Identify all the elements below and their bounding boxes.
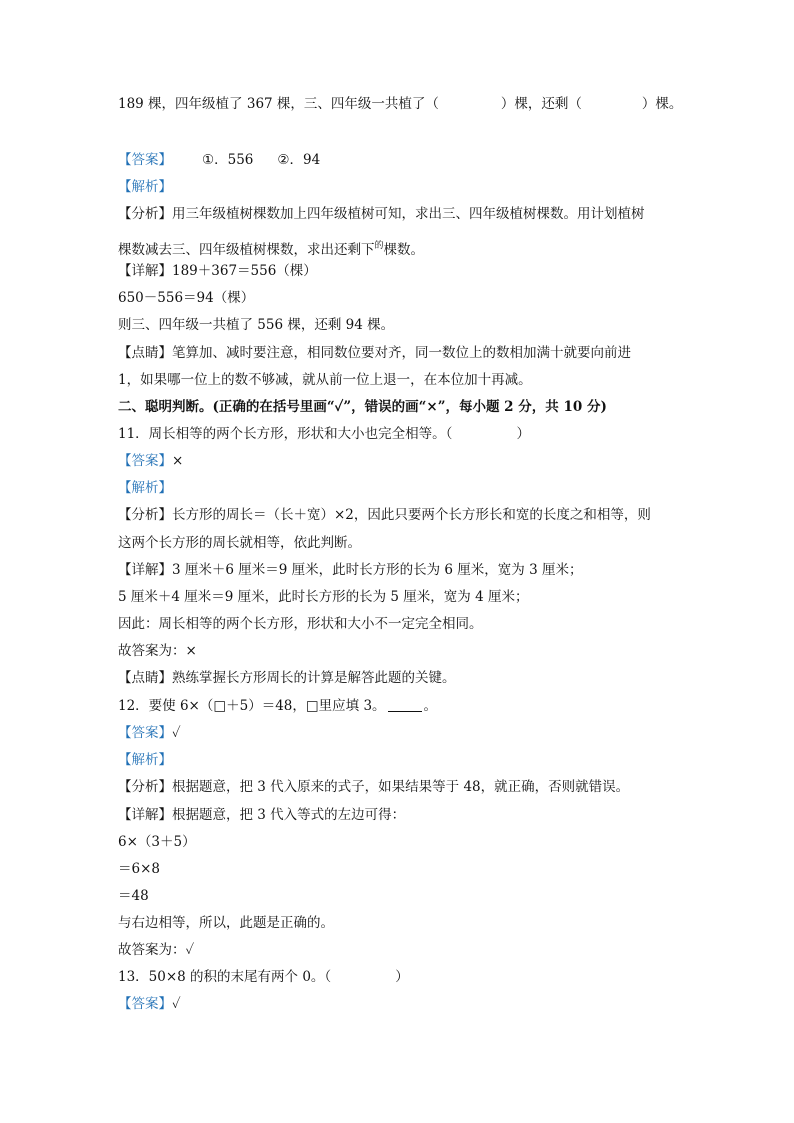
xiangjie-text-2: 5 厘米＋4 厘米＝9 厘米，此时长方形的长为 5 厘米，宽为 4 厘米； [118, 589, 529, 605]
answer-tag: 【答案】 [118, 725, 172, 741]
intro-text-b: ）棵，还剩（ [500, 96, 582, 112]
dianjing-text-1: 笔算加、减时要注意，相同数位要对齐，同一数位上的数相加满十就要向前进 [172, 345, 631, 361]
q11-question [118, 424, 530, 444]
q11-analysis-tag [118, 478, 172, 498]
q10-xiangjie-line-1 [118, 261, 317, 281]
xiangjie-text-2: 650－556＝94（棵） [118, 290, 255, 306]
fenxi-text-1: 用三年级植树棵数加上四年级植树可知，求出三、四年级植树棵数。用计划植树 [172, 206, 645, 222]
q11-fenxi-line-1 [118, 505, 651, 525]
xiangjie-text-3: 则三、四年级一共植了 556 棵，还剩 94 棵。 [118, 317, 395, 333]
q11-xiangjie-line-2 [118, 587, 528, 607]
q12-answer-line [118, 723, 181, 743]
q11-question-text: 11．周长相等的两个长方形，形状和大小也完全相等。（ [118, 426, 453, 442]
fenxi-text-2b: 棵数。 [383, 242, 425, 258]
q12-question-end: 。 [423, 698, 438, 714]
xiangjie-text-1: 3 厘米＋6 厘米＝9 厘米，此时长方形的长为 6 厘米，宽为 3 厘米； [172, 562, 583, 578]
fenxi-text-2a: 棵数减去三、四年级植树棵数，求出还剩下 [118, 242, 375, 258]
q13-question [118, 967, 409, 987]
q10-fenxi-line-2 [118, 236, 424, 260]
conclusion-text: 故答案为：× [118, 643, 197, 659]
q13-question-text: 13．50×8 的积的末尾有两个 0。（ [118, 969, 332, 985]
fenxi-tag: 【分析】 [118, 206, 172, 222]
dianjing-text-2: 1，如果哪一位上的数不够减，就从前一位上退一，在本位加十再减。 [118, 372, 532, 388]
q10-xiangjie-line-3 [118, 315, 394, 335]
q12-conclusion [118, 940, 194, 960]
q10-dianjing-line-2 [118, 370, 532, 390]
analysis-tag: 【解析】 [118, 179, 172, 195]
q12-calc-3 [118, 886, 149, 906]
q13-question-end: ） [395, 969, 409, 985]
answer-tag: 【答案】 [118, 152, 172, 168]
q10-xiangjie-line-2 [118, 288, 254, 308]
q12-xiangjie-line-1 [118, 805, 405, 825]
fenxi-text-1: 长方形的周长＝（长＋宽）×2，因此只要两个长方形长和宽的长度之和相等，则 [172, 507, 651, 523]
q11-question-end: ） [516, 426, 530, 442]
fenxi-text-2: 这两个长方形的周长就相等，依此判断。 [118, 535, 361, 551]
fenxi-tag: 【分析】 [118, 779, 172, 795]
fenxi-text-1: 根据题意，把 3 代入原来的式子，如果结果等于 48，就正确，否则就错误。 [172, 779, 630, 795]
dianjing-text-1: 熟练掌握长方形周长的计算是解答此题的关键。 [172, 670, 456, 686]
fenxi-text-2sup: 的 [374, 241, 384, 251]
section-heading [118, 397, 607, 417]
xiangjie-text-3: 因此：周长相等的两个长方形，形状和大小不一定完全相同。 [118, 616, 483, 632]
q11-answer: × [172, 453, 184, 469]
q12-calc-2 [118, 859, 160, 879]
q11-xiangjie-line-1 [118, 560, 582, 580]
q13-answer-line [118, 994, 181, 1014]
answer-tag: 【答案】 [118, 996, 172, 1012]
xiangjie-text-1: 189＋367＝556（棵） [172, 263, 317, 279]
intro-text-a: 189 棵，四年级植了 367 棵，三、四年级一共植了（ [118, 96, 439, 112]
q11-answer-line [118, 451, 183, 471]
q12-question [118, 696, 437, 716]
q11-conclusion [118, 641, 197, 661]
calc-step-3: ＝48 [118, 888, 149, 904]
q13-answer: ✓ [172, 996, 181, 1012]
dianjing-tag: 【点睛】 [118, 345, 172, 361]
calc-step-1: 6×（3＋5） [118, 834, 196, 850]
analysis-tag: 【解析】 [118, 480, 172, 496]
q11-dianjing-line-1 [118, 668, 456, 688]
q12-analysis-tag [118, 750, 172, 770]
fenxi-tag: 【分析】 [118, 507, 172, 523]
xiangjie-tag: 【详解】 [118, 807, 172, 823]
q12-answer-blank [388, 697, 422, 712]
q10-analysis-tag [118, 177, 172, 197]
xiangjie-text-1: 根据题意，把 3 代入等式的左边可得： [172, 807, 406, 823]
q12-answer: ✓ [172, 725, 181, 741]
xiangjie-tag: 【详解】 [118, 562, 172, 578]
intro-line [118, 94, 682, 114]
q11-fenxi-line-2 [118, 533, 361, 553]
result-text: 与右边相等，所以，此题是正确的。 [118, 915, 334, 931]
q10-dianjing-line-1 [118, 343, 631, 363]
q12-question-text: 12．要使 6×（□＋5）＝48，□里应填 3。 [118, 698, 386, 714]
calc-step-2: ＝6×8 [118, 861, 160, 877]
answer-tag: 【答案】 [118, 453, 172, 469]
section-heading-text: 二、聪明判断。(正确的在括号里画“✓”，错误的画“×”，每小题 2 分，共 10 分) [118, 399, 607, 415]
xiangjie-tag: 【详解】 [118, 263, 172, 279]
conclusion-text: 故答案为：✓ [118, 942, 195, 958]
q10-fenxi-line-1 [118, 204, 645, 224]
analysis-tag: 【解析】 [118, 752, 172, 768]
answer-2: ②．94 [277, 152, 321, 168]
q10-answer-line [118, 150, 320, 170]
answer-1: ①．556 [202, 152, 254, 168]
q12-fenxi-line-1 [118, 777, 629, 797]
dianjing-tag: 【点睛】 [118, 670, 172, 686]
q12-calc-1 [118, 832, 196, 852]
intro-text-c: ）棵。 [641, 96, 683, 112]
q12-result [118, 913, 334, 933]
q11-xiangjie-line-3 [118, 614, 483, 634]
